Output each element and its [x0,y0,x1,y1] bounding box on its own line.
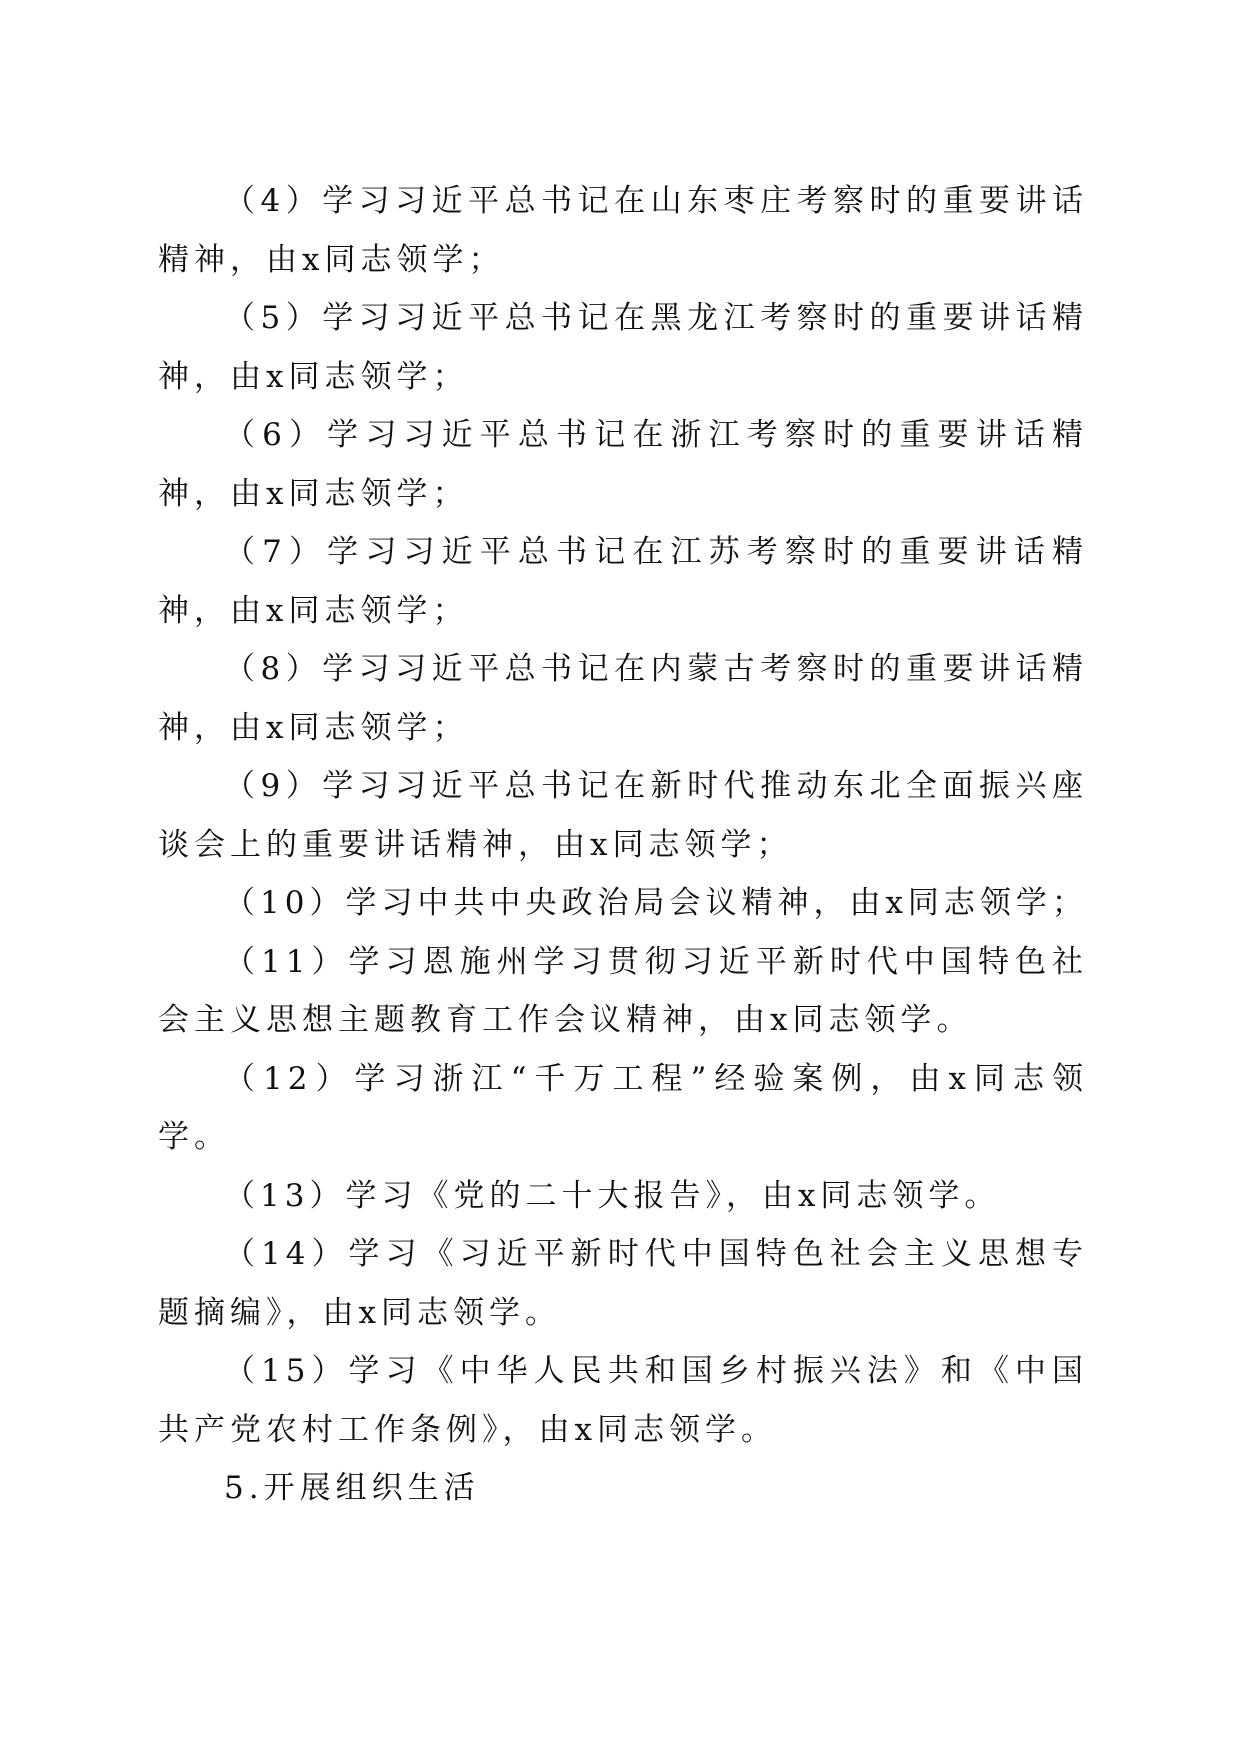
paragraph-item-5: （5）学习习近平总书记在黑龙江考察时的重要讲话精神，由x同志领学； [158,300,1088,395]
paragraph-item-7: （7）学习习近平总书记在江苏考察时的重要讲话精神，由x同志领学； [158,534,1088,629]
paragraph-item-9: （9）学习习近平总书记在新时代推动东北全面振兴座谈会上的重要讲话精神，由x同志领学； [158,768,1088,863]
paragraph-item-14: （14）学习《习近平新时代中国特色社会主义思想专题摘编》，由x同志领学。 [158,1236,1088,1331]
paragraph-item-12: （12）学习浙江“千万工程”经验案例，由x同志领学。 [158,1060,1088,1155]
document-body [158,172,1088,1518]
paragraph-item-6: （6）学习习近平总书记在浙江考察时的重要讲话精神，由x同志领学； [158,417,1088,512]
paragraph-item-11: （11）学习恩施州学习贯彻习近平新时代中国特色社会主义思想主题教育工作会议精神，由x同志领学。 [158,943,1088,1038]
paragraph-item-10: （10）学习中共中央政治局会议精神，由x同志领学； [224,885,1088,921]
paragraph-item-4: （4）学习习近平总书记在山东枣庄考察时的重要讲话精神，由x同志领学； [158,183,1088,278]
paragraph-item-15: （15）学习《中华人民共和国乡村振兴法》和《中国共产党农村工作条例》，由x同志领学。 [158,1353,1088,1448]
paragraph-item-13: （13）学习《党的二十大报告》，由x同志领学。 [224,1177,1001,1214]
section-heading: 5.开展组织生活 [224,1470,480,1506]
paragraph-item-8: （8）学习习近平总书记在内蒙古考察时的重要讲话精神，由x同志领学； [158,651,1088,746]
